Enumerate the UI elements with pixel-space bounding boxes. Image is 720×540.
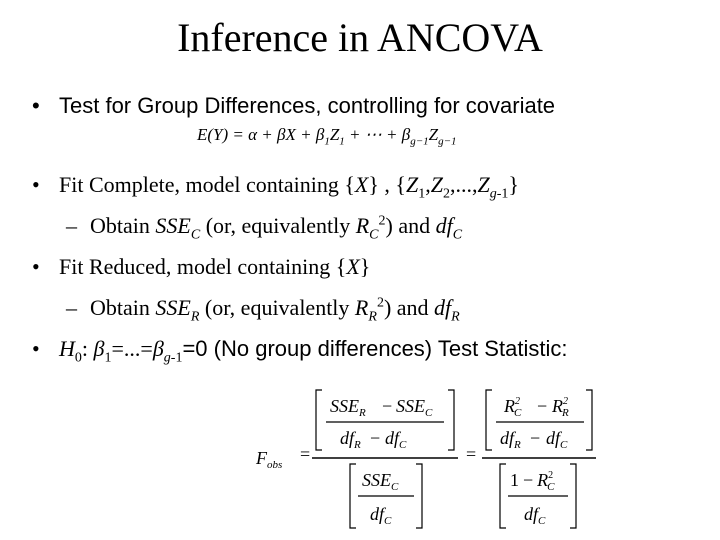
svg-text:dfC: $df_C$ [385, 428, 407, 451]
equals-sign: = [466, 444, 477, 464]
bullet-text: Fit Reduced, model containing {X} [59, 254, 371, 279]
bullet-marker: • [32, 336, 40, 361]
r-squared-fraction [482, 390, 596, 528]
svg-text:SSEC: $SSE_C$ [396, 396, 433, 419]
slide-title: Inference in ANCOVA [177, 15, 543, 60]
sse-fraction [312, 390, 458, 528]
svg-text:−: − [537, 396, 548, 416]
svg-text:−: − [530, 428, 541, 448]
sub-bullet-text: Obtain $SSE_R$ (or, equivalently $R_R^2$) and $df_R$ [90, 295, 460, 325]
equals-sign: = [300, 444, 311, 464]
bullet-marker: • [32, 172, 40, 197]
f-obs-symbol: $F_{obs}$ [256, 448, 283, 471]
sub-bullet-marker: – [66, 295, 77, 320]
svg-text:1−R2C: $1 - R^2$ C [510, 470, 555, 493]
sub-bullet-marker: – [66, 213, 77, 238]
f-statistic-formula [252, 384, 597, 532]
svg-text:dfR: $df_R$ [340, 428, 361, 451]
svg-text:SSER: $SSE_R$ [330, 396, 366, 419]
bullet-marker: • [32, 254, 40, 279]
svg-text:−: − [382, 396, 393, 416]
bullet-marker: • [32, 93, 40, 118]
model-equation: $E(Y) = \alpha + \beta X + \beta_1Z_1$ + ⋯ + $\beta_{g-1}Z_{g-1}$ [197, 125, 457, 148]
svg-text:dfR: $df_R$ [500, 428, 521, 451]
bullet-text: Fit Complete, model containing {X} , $\{Z_1,Z_2,...,Z_{g-1}\}$ [59, 172, 519, 202]
bullet-text: Test for Group Differences, controlling for covariate [59, 93, 556, 118]
svg-text:R2R: $R^2$ R [552, 396, 569, 419]
svg-text:dfC: $df_C$ [524, 504, 546, 527]
svg-text:dfC: $df_C$ [370, 504, 392, 527]
svg-text:dfC: $df_C$ [546, 428, 568, 451]
bullet-text: $H_0$: $\beta_1=...=\beta_{g-1}=0$ (No group differences) Test Statistic: [59, 336, 568, 366]
svg-text:−: − [370, 428, 381, 448]
sub-bullet-text: Obtain $SSE_C$ (or, equivalently $R_C^2$) and $df_C$ [90, 213, 463, 243]
svg-text:SSEC: $SSE_C$ [362, 470, 399, 493]
svg-text:R2C: $R^2$ C [504, 396, 522, 419]
